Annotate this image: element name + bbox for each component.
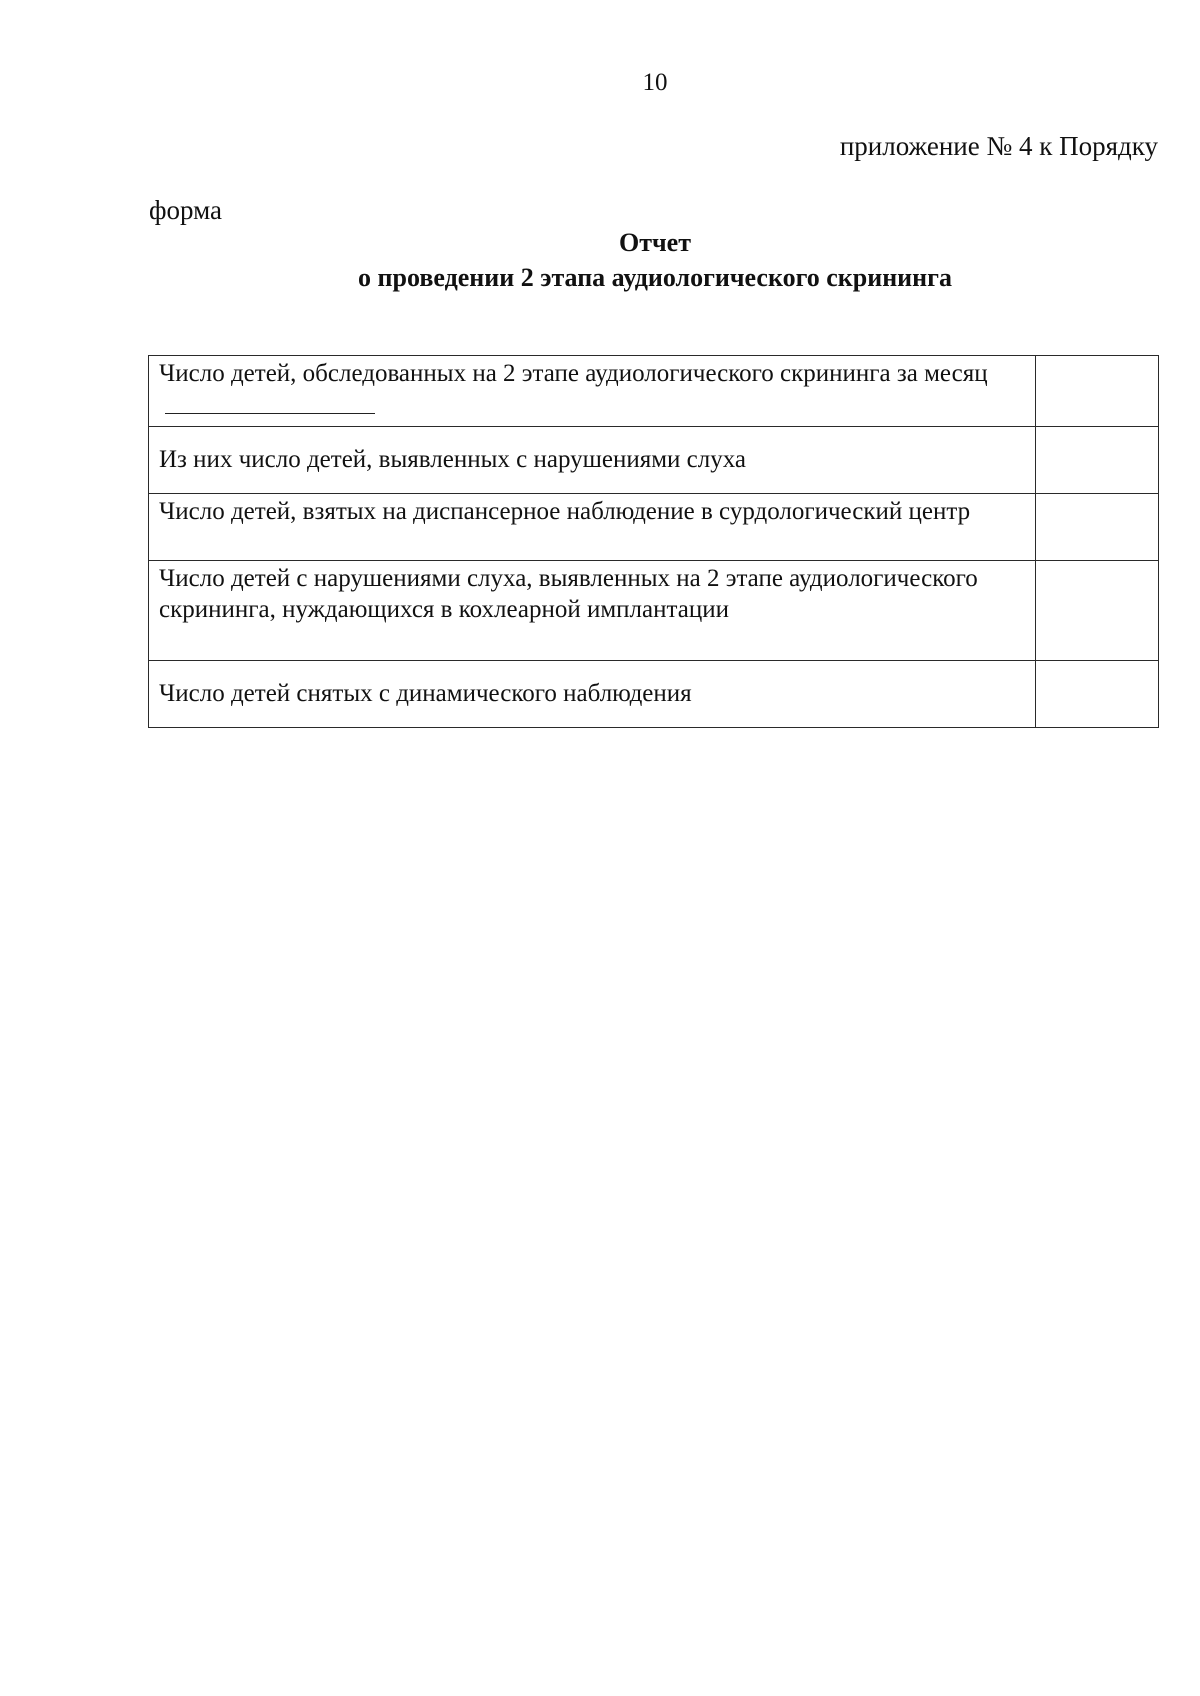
table-row [149,661,1159,728]
row-label-cell [149,356,1036,427]
row-value-cell[interactable] [1036,427,1159,494]
table-row [149,494,1159,561]
row-value-cell[interactable] [1036,356,1159,427]
row-label-cell [149,427,1036,494]
form-label: форма [149,195,222,225]
appendix-reference: приложение № 4 к Порядку [839,131,1158,161]
report-title: Отчет [619,228,691,257]
row-label: Число детей, обследованных на 2 этапе аудиологического скрининга за месяц [159,360,988,387]
row-label: Число детей, взятых на диспансерное наблюдение в сурдологический центр [159,498,971,525]
month-blank-line[interactable] [165,389,375,414]
row-label: Число детей с нарушениями слуха, выявленных на 2 этапе аудиологического скрининга, нуждающихся в кохлеарной имплантации [159,565,978,623]
report-subtitle: о проведении 2 этапа аудиологического скрининга [358,263,952,292]
row-value-cell[interactable] [1036,661,1159,728]
row-value-cell[interactable] [1036,561,1159,661]
row-value-cell[interactable] [1036,494,1159,561]
table-row [149,561,1159,661]
row-label-cell [149,661,1036,728]
row-label: Из них число детей, выявленных с нарушениями слуха [159,445,747,473]
table-row [149,356,1159,427]
row-label-cell [149,561,1036,661]
row-label: Число детей снятых с динамического наблюдения [159,679,692,707]
page-number: 10 [642,69,668,96]
table-row [149,427,1159,494]
report-table [148,355,1159,728]
row-label-cell [149,494,1036,561]
